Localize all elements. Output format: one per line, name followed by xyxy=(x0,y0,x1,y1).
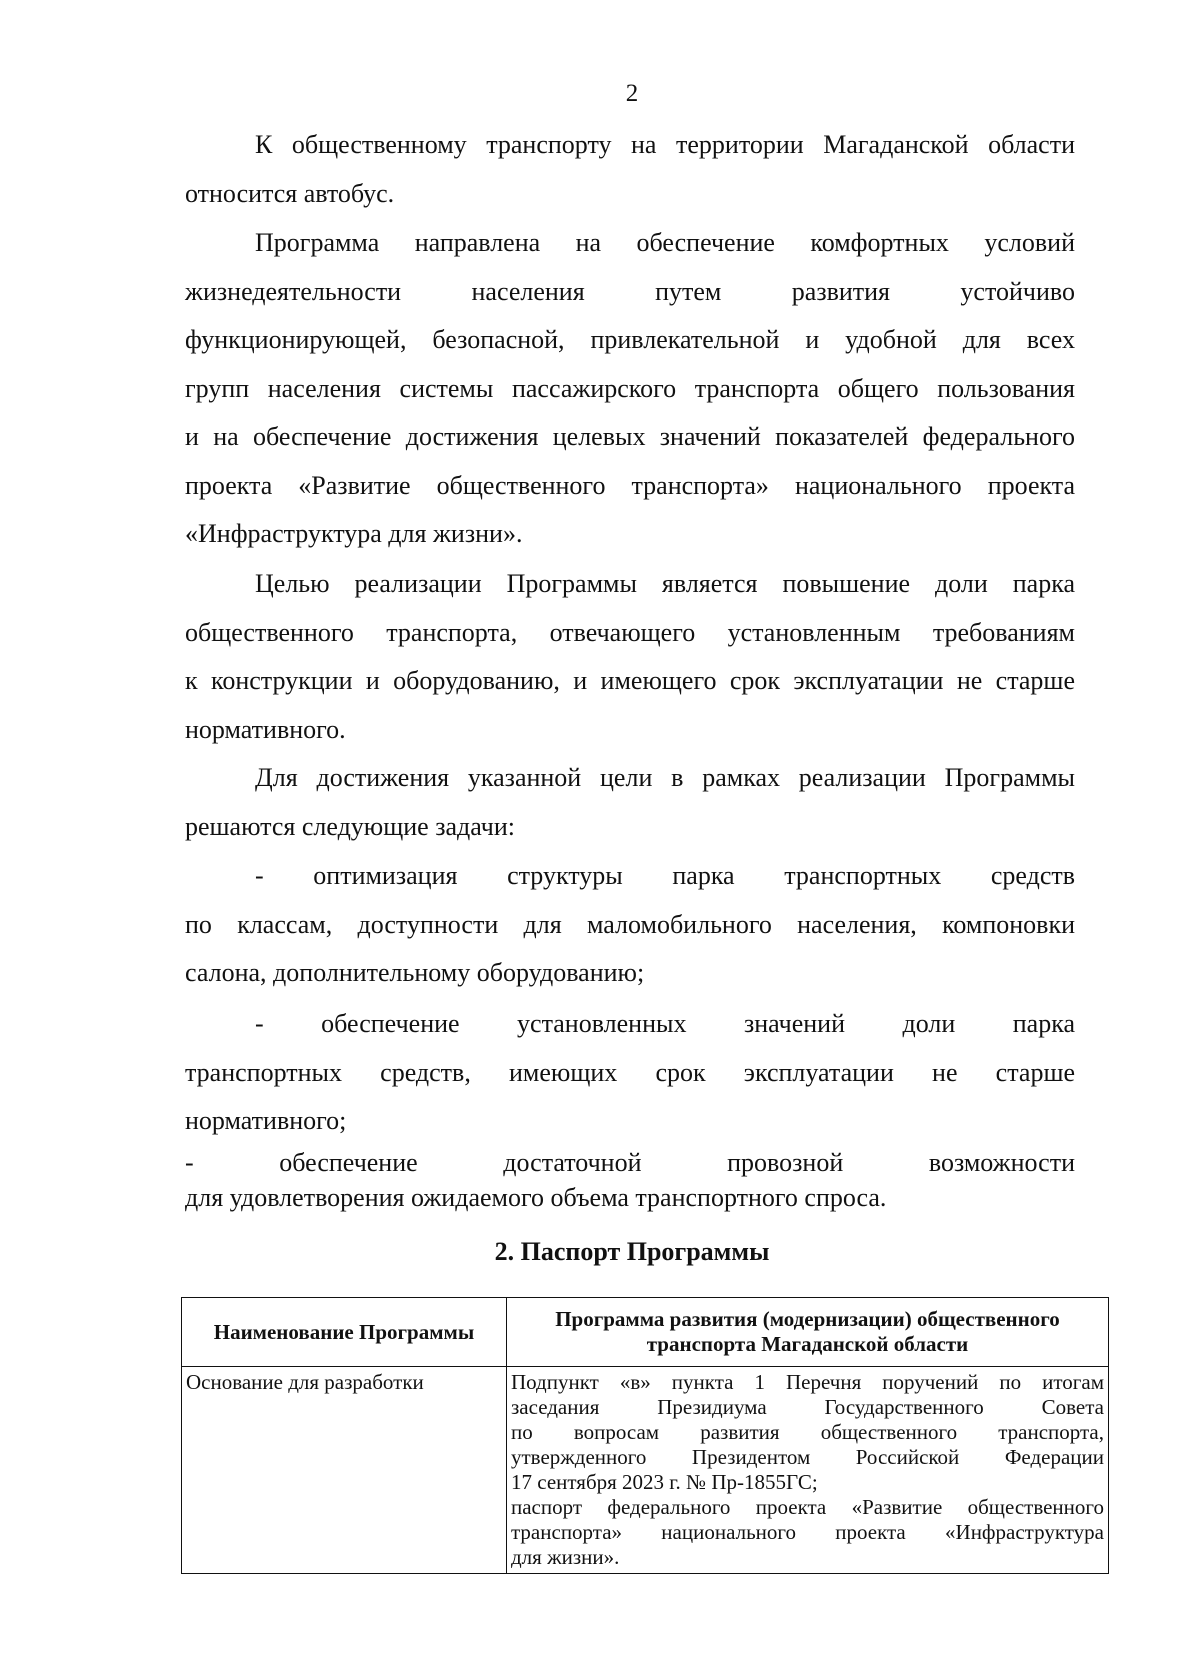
paragraph-tasks-intro xyxy=(185,754,1075,851)
table-header-row xyxy=(182,1298,1109,1367)
paragraph-program-aim xyxy=(185,560,1075,754)
paragraph-line: жизнедеятельности населения путем развития устойчиво xyxy=(185,276,1075,306)
paragraph-line: К общественному транспорту на территории Магаданской области xyxy=(255,130,1075,159)
table-value-line: по вопросам развития общественного транспорта, xyxy=(511,1420,1104,1444)
paragraph-line: проекта «Развитие общественного транспорта» национального проекта xyxy=(185,470,1075,500)
section-title: 2. Паспорт Программы xyxy=(494,1237,770,1266)
paragraph-line: «Инфраструктура для жизни». xyxy=(185,519,523,548)
paragraph-line: - обеспечение установленных значений доли парка xyxy=(255,1009,1075,1038)
program-passport-table xyxy=(181,1297,1109,1574)
task-item-capacity xyxy=(185,1145,1075,1215)
table-header-left: Наименование Программы xyxy=(182,1298,507,1367)
page-number: 2 xyxy=(625,80,639,107)
table-header-right: Программа развития (модернизации) общественного транспорта Магаданской области xyxy=(507,1298,1109,1367)
table-row xyxy=(182,1367,1109,1574)
paragraph-line: нормативного. xyxy=(185,714,346,744)
table-row-value xyxy=(507,1367,1109,1574)
table-value-line: заседания Президиума Государственного Совета xyxy=(511,1395,1104,1419)
paragraph-line: салона, дополнительному оборудованию; xyxy=(185,958,645,987)
paragraph-line: общественного транспорта, отвечающего установленным требованиям xyxy=(185,617,1075,647)
table-value-line: для жизни». xyxy=(511,1545,620,1569)
paragraph-public-transport xyxy=(185,120,1075,218)
paragraph-line: функционирующей, безопасной, привлекательной и удобной для всех xyxy=(185,325,1075,354)
paragraph-program-goal xyxy=(185,219,1075,559)
table-value-line: транспорта» национального проекта «Инфраструктура xyxy=(511,1520,1104,1544)
table-value-line: Подпункт «в» пункта 1 Перечня поручений по итогам xyxy=(511,1370,1104,1394)
table-row-label: Основание для разработки xyxy=(182,1367,507,1574)
paragraph-line: нормативного; xyxy=(185,1106,347,1135)
paragraph-line: Для достижения указанной цели в рамках реализации Программы xyxy=(255,763,1075,792)
paragraph-line: Программа направлена на обеспечение комфортных условий xyxy=(255,228,1075,257)
paragraph-line: для удовлетворения ожидаемого объема транспортного спроса. xyxy=(185,1183,887,1212)
paragraph-line: и на обеспечение достижения целевых значений показателей федерального xyxy=(185,422,1075,451)
task-item-optimization xyxy=(185,852,1075,998)
paragraph-line: транспортных средств, имеющих срок эксплуатации не старше xyxy=(185,1057,1075,1087)
paragraph-line: решаются следующие задачи: xyxy=(185,811,515,841)
paragraph-line: Целью реализации Программы является повышение доли парка xyxy=(255,569,1075,598)
task-item-fleet-share xyxy=(185,1000,1075,1146)
paragraph-line: групп населения системы пассажирского транспорта общего пользования xyxy=(185,373,1075,403)
paragraph-line: относится автобус. xyxy=(185,179,395,208)
paragraph-line: - оптимизация структуры парка транспортных средств xyxy=(255,861,1075,890)
table-value-line: паспорт федерального проекта «Развитие общественного xyxy=(511,1495,1104,1519)
paragraph-line: к конструкции и оборудованию, и имеющего срок эксплуатации не старше xyxy=(185,666,1075,695)
table-value-line: 17 сентября 2023 г. № Пр-1855ГС; xyxy=(511,1470,818,1494)
paragraph-line: - обеспечение достаточной провозной возможности xyxy=(185,1148,1075,1177)
paragraph-line: по классам, доступности для маломобильного населения, компоновки xyxy=(185,909,1075,939)
table-value-line: утвержденного Президентом Российской Федерации xyxy=(511,1445,1104,1469)
